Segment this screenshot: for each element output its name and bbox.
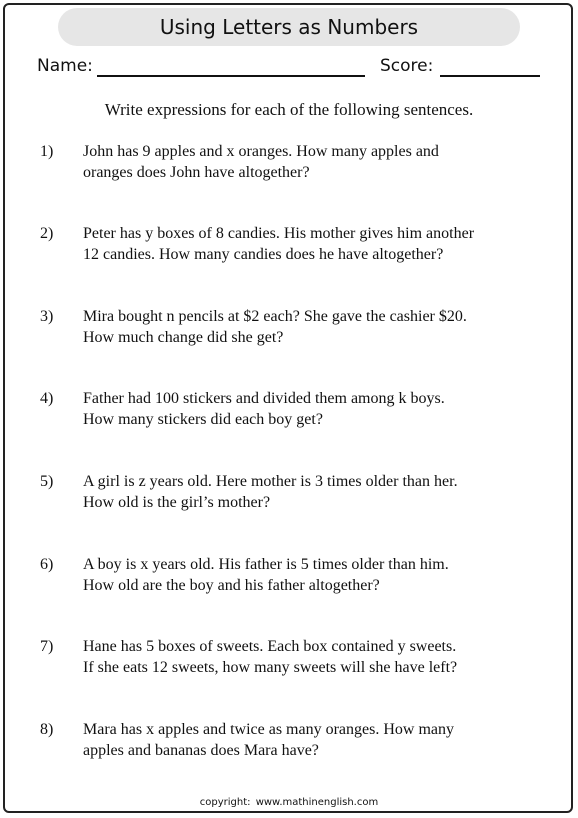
question-line: How old is the girl’s mother? <box>83 494 271 511</box>
name-score-row <box>37 56 547 82</box>
question-text <box>83 719 523 761</box>
worksheet-title: Using Letters as Numbers <box>159 15 419 39</box>
question-number: 8) <box>40 721 54 738</box>
question-line: How much change did she get? <box>83 329 284 346</box>
question-line: oranges does John have altogether? <box>83 164 310 181</box>
question-line: If she eats 12 sweets, how many sweets will she have left? <box>83 659 458 676</box>
question-line: 12 candies. How many candies does he have altogether? <box>83 246 444 263</box>
question-line: Mara has x apples and twice as many oranges. How many <box>83 721 454 738</box>
question-text <box>83 306 523 348</box>
copyright-label: copyright: <box>199 797 251 808</box>
question-number: 1) <box>40 143 54 160</box>
question-text <box>83 223 523 265</box>
question-line: John has 9 apples and x oranges. How many apples and <box>83 143 439 160</box>
score-blank-line[interactable] <box>440 75 540 77</box>
question-number: 5) <box>40 473 54 490</box>
question-number: 2) <box>40 225 54 242</box>
question-text <box>83 141 523 183</box>
question-text <box>83 554 523 596</box>
copyright-url[interactable]: www.mathinenglish.com <box>255 797 379 808</box>
question-text <box>83 471 523 513</box>
question-line: Mira bought n pencils at $2 each? She gave the cashier $20. <box>83 308 467 325</box>
name-blank-line[interactable] <box>97 75 365 77</box>
question-line: How many stickers did each boy get? <box>83 411 323 428</box>
question-number: 6) <box>40 556 54 573</box>
question-text <box>83 636 523 678</box>
instructions: Write expressions for each of the following sentences. <box>104 100 474 119</box>
question-line: Hane has 5 boxes of sweets. Each box contained y sweets. <box>83 638 457 655</box>
question-line: Peter has y boxes of 8 candies. His mother gives him another <box>83 225 475 242</box>
question-text <box>83 388 523 430</box>
question-line: How old are the boy and his father altogether? <box>83 577 380 594</box>
question-number: 7) <box>40 638 54 655</box>
question-line: apples and bananas does Mara have? <box>83 742 319 759</box>
name-label: Name: <box>37 56 93 76</box>
question-number: 4) <box>40 390 54 407</box>
question-line: A girl is z years old. Here mother is 3 times older than her. <box>83 473 458 490</box>
worksheet-title-banner <box>58 8 520 46</box>
question-line: Father had 100 stickers and divided them among k boys. <box>83 390 445 407</box>
copyright-footer <box>0 797 578 808</box>
question-line: A boy is x years old. His father is 5 times older than him. <box>83 556 449 573</box>
question-number: 3) <box>40 308 54 325</box>
score-label: Score: <box>380 56 434 76</box>
